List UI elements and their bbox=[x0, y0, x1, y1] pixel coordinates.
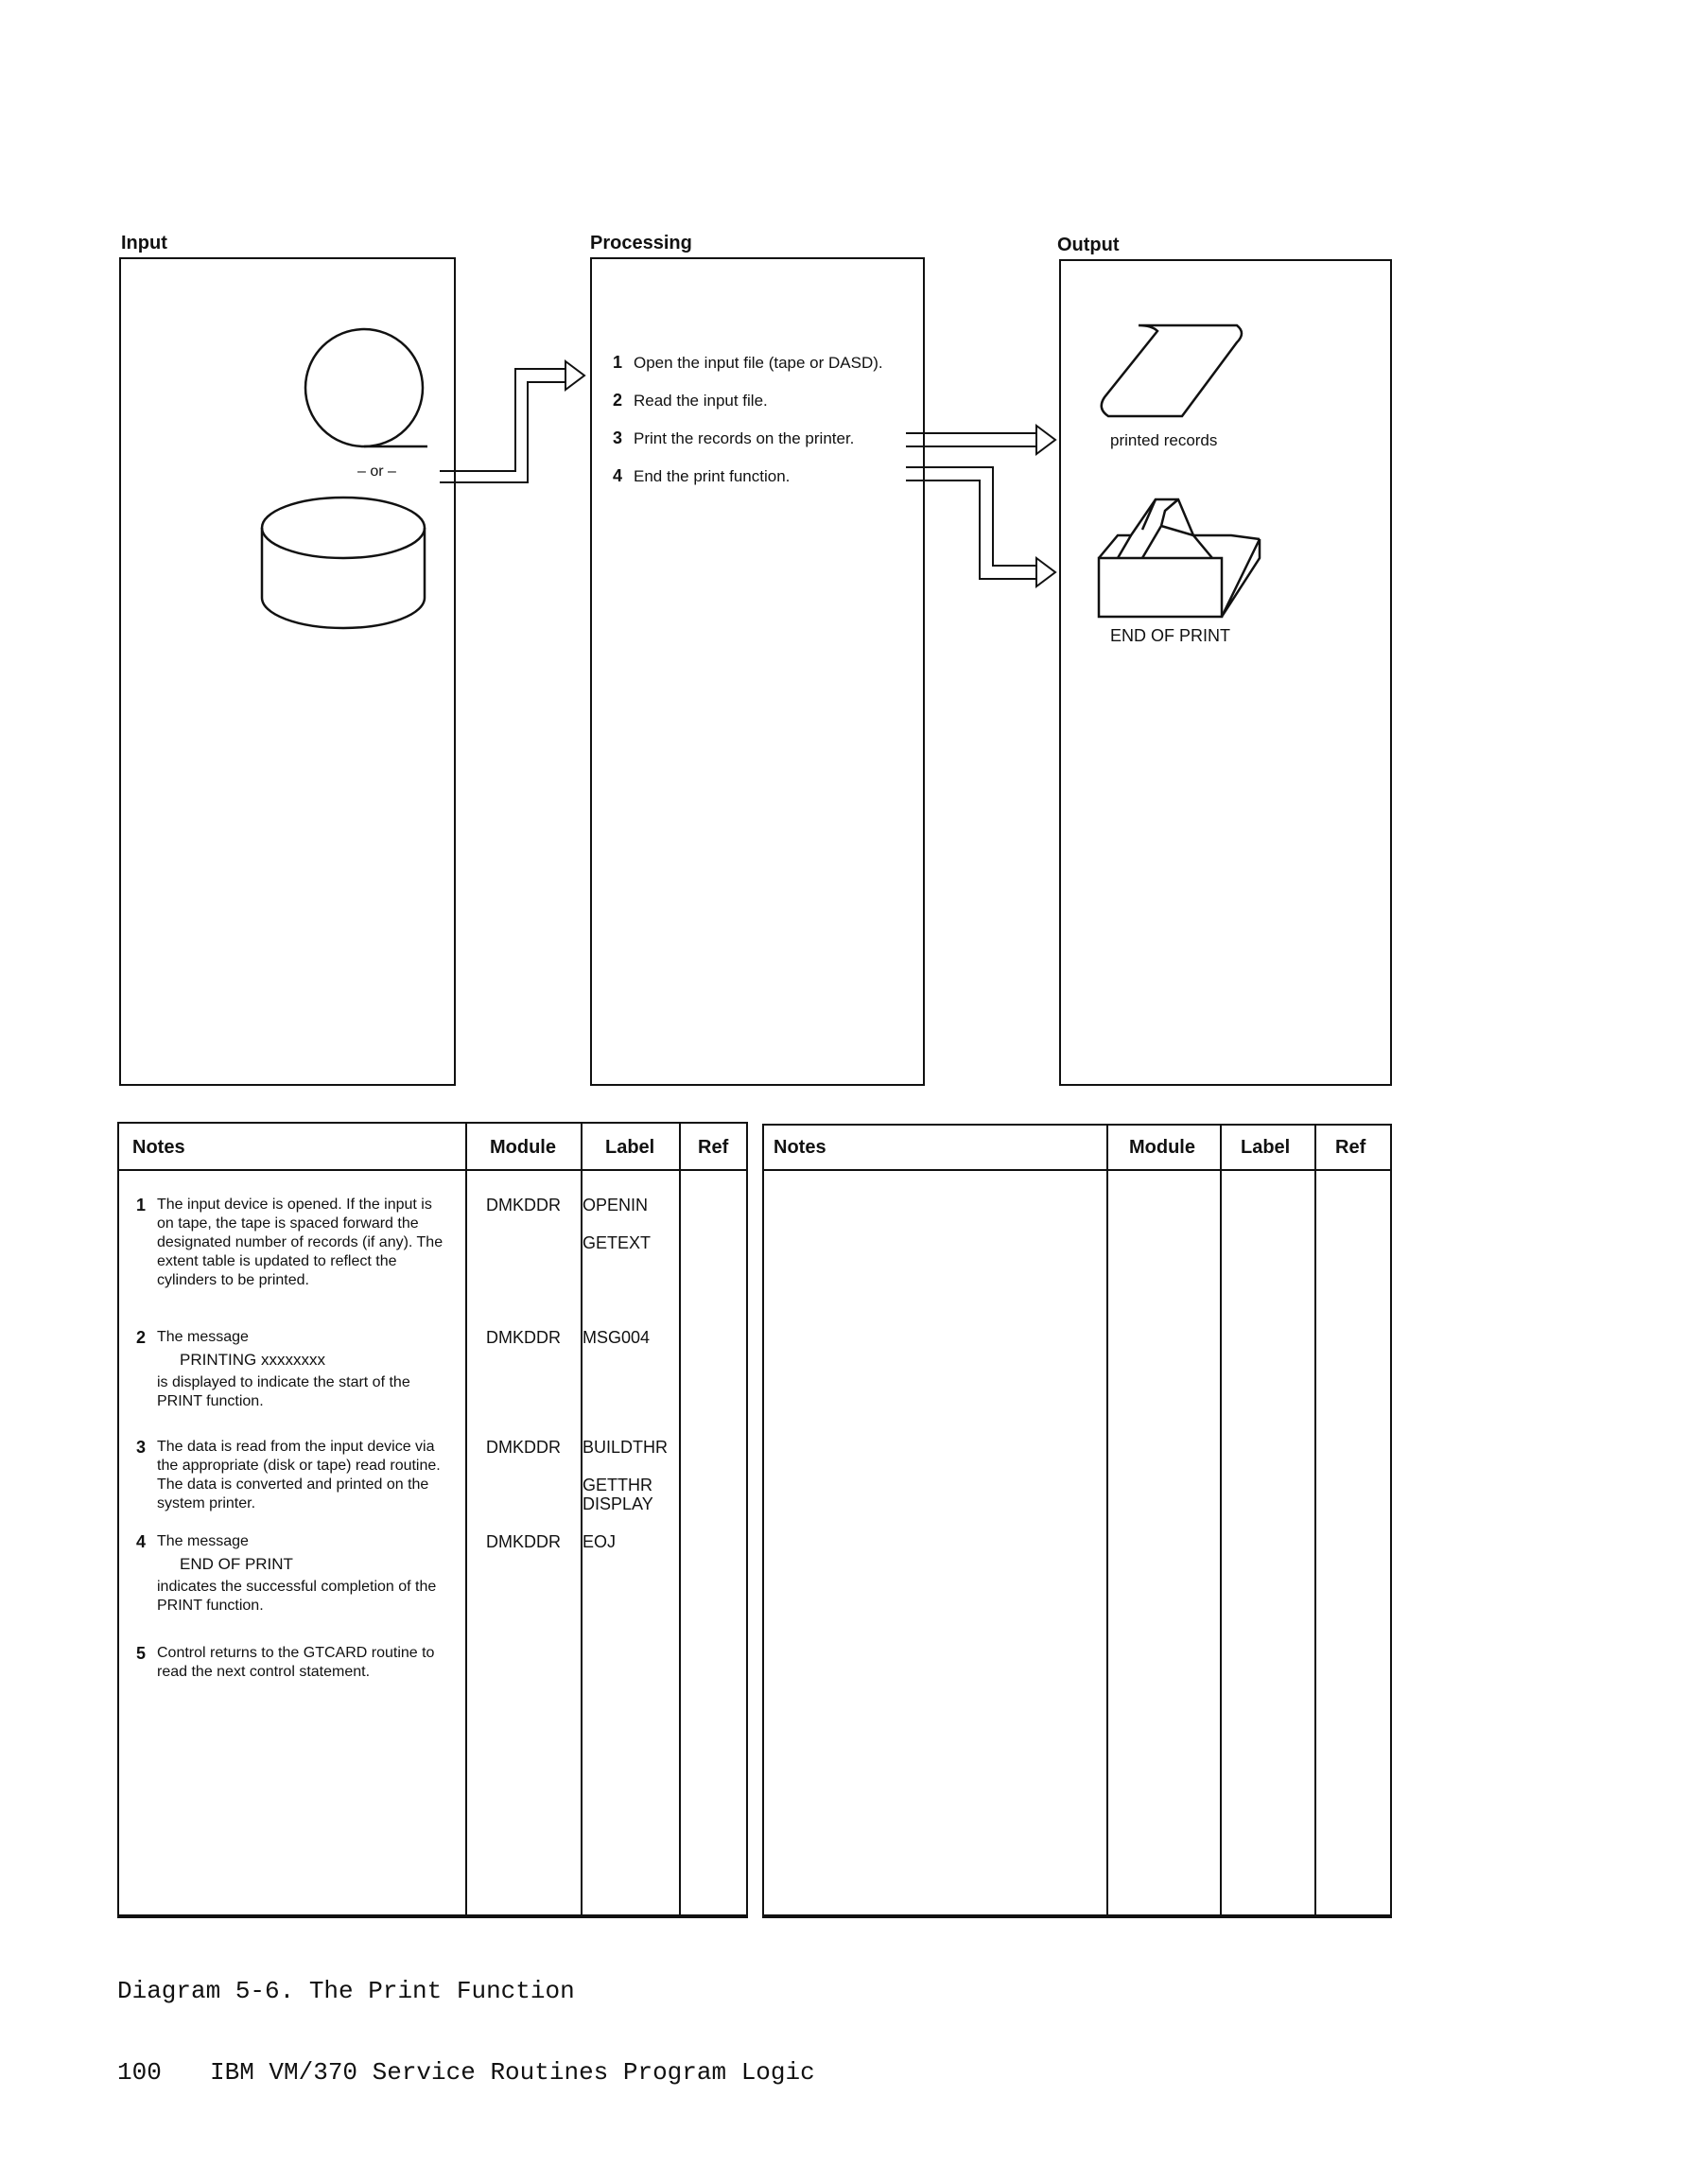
left-ref-header: Ref bbox=[698, 1137, 729, 1158]
note-1: 1 The input device is opened. If the input is on tape, the tape is spaced forward the designated number of records (if any). The extent table is updated to reflect the cylinders to be printed. bbox=[136, 1196, 443, 1288]
diagram-caption: Diagram 5-6. The Print Function bbox=[117, 1977, 575, 2005]
input-arrow bbox=[440, 361, 584, 482]
right-module-header: Module bbox=[1129, 1137, 1195, 1158]
disk-icon bbox=[262, 498, 425, 628]
note-3-module: DMKDDR bbox=[486, 1438, 561, 1457]
printed-records-label: printed records bbox=[1110, 431, 1218, 449]
right-notes-table bbox=[762, 1124, 1392, 1918]
note-3-label-3: DISPLAY bbox=[583, 1494, 653, 1513]
print-arrow bbox=[906, 426, 1055, 454]
end-arrow bbox=[906, 467, 1055, 586]
note-4: 4 The message END OF PRINT indicates the successful completion of the PRINT function. bbox=[136, 1532, 437, 1614]
note-5: 5 Control returns to the GTCARD routine to read the next control statement. bbox=[136, 1644, 435, 1680]
or-label: – or – bbox=[357, 463, 396, 480]
note-3-label-1: BUILDTHR bbox=[583, 1438, 669, 1457]
document-icon bbox=[1102, 325, 1242, 416]
left-notes-header: Notes bbox=[132, 1137, 185, 1158]
left-module-header: Module bbox=[490, 1137, 556, 1158]
note-4-module: DMKDDR bbox=[486, 1532, 561, 1551]
note-2: 2 The message PRINTING xxxxxxxx is displayed to indicate the start of the PRINT function. bbox=[136, 1328, 410, 1409]
page-number: 100 bbox=[117, 2058, 162, 2087]
note-1-label-1: OPENIN bbox=[583, 1196, 649, 1214]
note-1-module: DMKDDR bbox=[486, 1196, 561, 1214]
left-label-header: Label bbox=[605, 1137, 655, 1158]
step-1: 1 Open the input file (tape or DASD). bbox=[613, 353, 883, 372]
right-ref-header: Ref bbox=[1335, 1137, 1366, 1158]
footer-title: IBM VM/370 Service Routines Program Logic bbox=[210, 2058, 815, 2087]
step-2: 2 Read the input file. bbox=[613, 391, 768, 410]
end-of-print-label: END OF PRINT bbox=[1110, 626, 1231, 645]
right-notes-header: Notes bbox=[774, 1137, 826, 1158]
note-4-label-1: EOJ bbox=[583, 1532, 617, 1551]
output-header: Output bbox=[1057, 235, 1120, 255]
step-4: 4 End the print function. bbox=[613, 466, 791, 485]
step-3: 3 Print the records on the printer. bbox=[613, 428, 855, 447]
note-1-label-2: GETEXT bbox=[583, 1233, 652, 1252]
tape-icon bbox=[305, 329, 427, 446]
note-3: 3 The data is read from the input device via the appropriate (disk or tape) read routine. The data is converted and printed on the system printer. bbox=[136, 1438, 441, 1511]
note-2-module: DMKDDR bbox=[486, 1328, 561, 1347]
printer-icon bbox=[1099, 499, 1260, 617]
right-label-header: Label bbox=[1241, 1137, 1291, 1158]
input-header: Input bbox=[121, 233, 167, 253]
note-3-label-2: GETTHR bbox=[583, 1476, 652, 1494]
note-2-label-1: MSG004 bbox=[583, 1328, 651, 1347]
processing-header: Processing bbox=[590, 233, 692, 253]
